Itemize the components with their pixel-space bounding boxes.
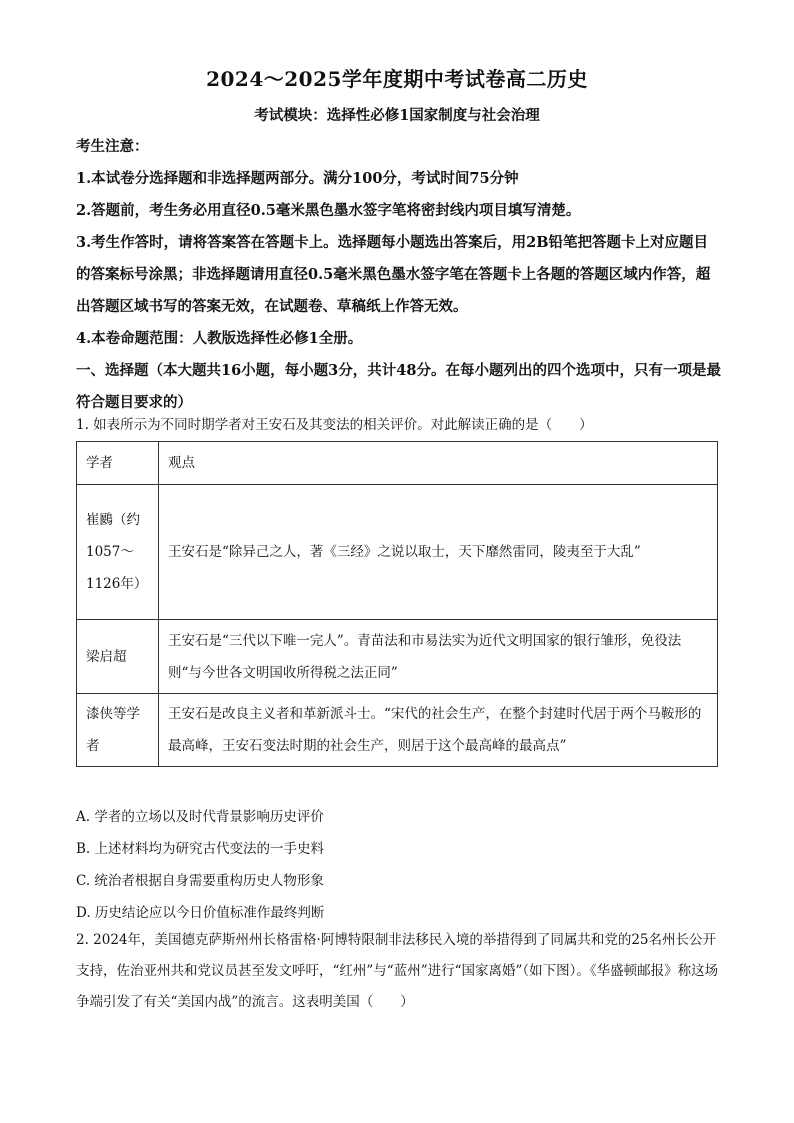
question-1-stem: 1. 如表所示为不同时期学者对王安石及其变法的相关评价。对此解读正确的是（ ）	[76, 417, 593, 433]
notice-item: 2.答题前，考生务必用直径0.5毫米黑色墨水签字笔将密封线内项目填写清楚。	[76, 202, 581, 219]
table-cell-scholar: 漆侠等学者	[77, 694, 159, 767]
table-row	[77, 485, 718, 620]
notice-section	[76, 131, 721, 419]
notice-item: 3.考生作答时，请将答案答在答题卡上。选择题每小题选出答案后，用2B铅笔把答题卡上对应题目的答案标号涂黑；非选择题请用直径0.5毫米黑色墨水签字笔在答题卡上各题的答题区域内作答，超出答题区域书写的答案无效，在试题卷、草稿纸上作答无效。	[76, 234, 711, 315]
table-cell-scholar: 崔鶠（约1057～1126年）	[77, 485, 159, 620]
scholar-view-table	[76, 441, 718, 767]
notice-heading: 考生注意：	[76, 138, 149, 155]
table-cell-view: 王安石是改良主义者和革新派斗士。“宋代的社会生产，在整个封建时代居于两个马鞍形的最高峰，王安石变法时期的社会生产，则居于这个最高峰的最高点”	[159, 694, 718, 767]
notice-item: 1.本试卷分选择题和非选择题两部分。满分100分，考试时间75分钟	[76, 170, 519, 187]
option-a[interactable]: A. 学者的立场以及时代背景影响历史评价	[76, 809, 324, 825]
option-c[interactable]: C. 统治者根据自身需要重构历史人物形象	[76, 873, 324, 889]
notice-item: 4.本卷命题范围：人教版选择性必修1全册。	[76, 330, 363, 347]
question-2-stem: 2. 2024年，美国德克萨斯州州长格雷格·阿博特限制非法移民入境的举措得到了同属共和党的25名州长公开支持，佐治亚州共和党议员甚至发文呼吁，“红州”与“蓝州”进行“国家离婚”（如下图）。《华盛顿邮报》称这场争端引发了有关“美国内战”的流言。这表明美国（ ）	[76, 932, 719, 1010]
table-row	[77, 620, 718, 694]
table-cell-scholar: 梁启超	[77, 620, 159, 694]
table-header-view: 观点	[159, 442, 718, 485]
table-header-scholar: 学者	[77, 442, 159, 485]
table-cell-view: 王安石是“除异己之人，著《三经》之说以取士，天下靡然雷同，陵夷至于大乱”	[159, 485, 718, 620]
table-cell-view: 王安石是“三代以下唯一完人”。青苗法和市易法实为近代文明国家的银行雏形，免役法则“与今世各文明国收所得税之法正同”	[159, 620, 718, 694]
option-b[interactable]: B. 上述材料均为研究古代变法的一手史料	[76, 841, 325, 857]
section-heading: 一、选择题（本大题共16小题，每小题3分，共计48分。在每小题列出的四个选项中，只有一项是最符合题目要求的）	[76, 362, 721, 411]
option-d[interactable]: D. 历史结论应以今日价值标准作最终判断	[76, 905, 325, 921]
page-title: 2024～2025学年度期中考试卷高二历史	[206, 67, 588, 91]
table-header-row	[77, 442, 718, 485]
exam-module: 考试模块：选择性必修1国家制度与社会治理	[254, 107, 540, 124]
table-row	[77, 694, 718, 767]
